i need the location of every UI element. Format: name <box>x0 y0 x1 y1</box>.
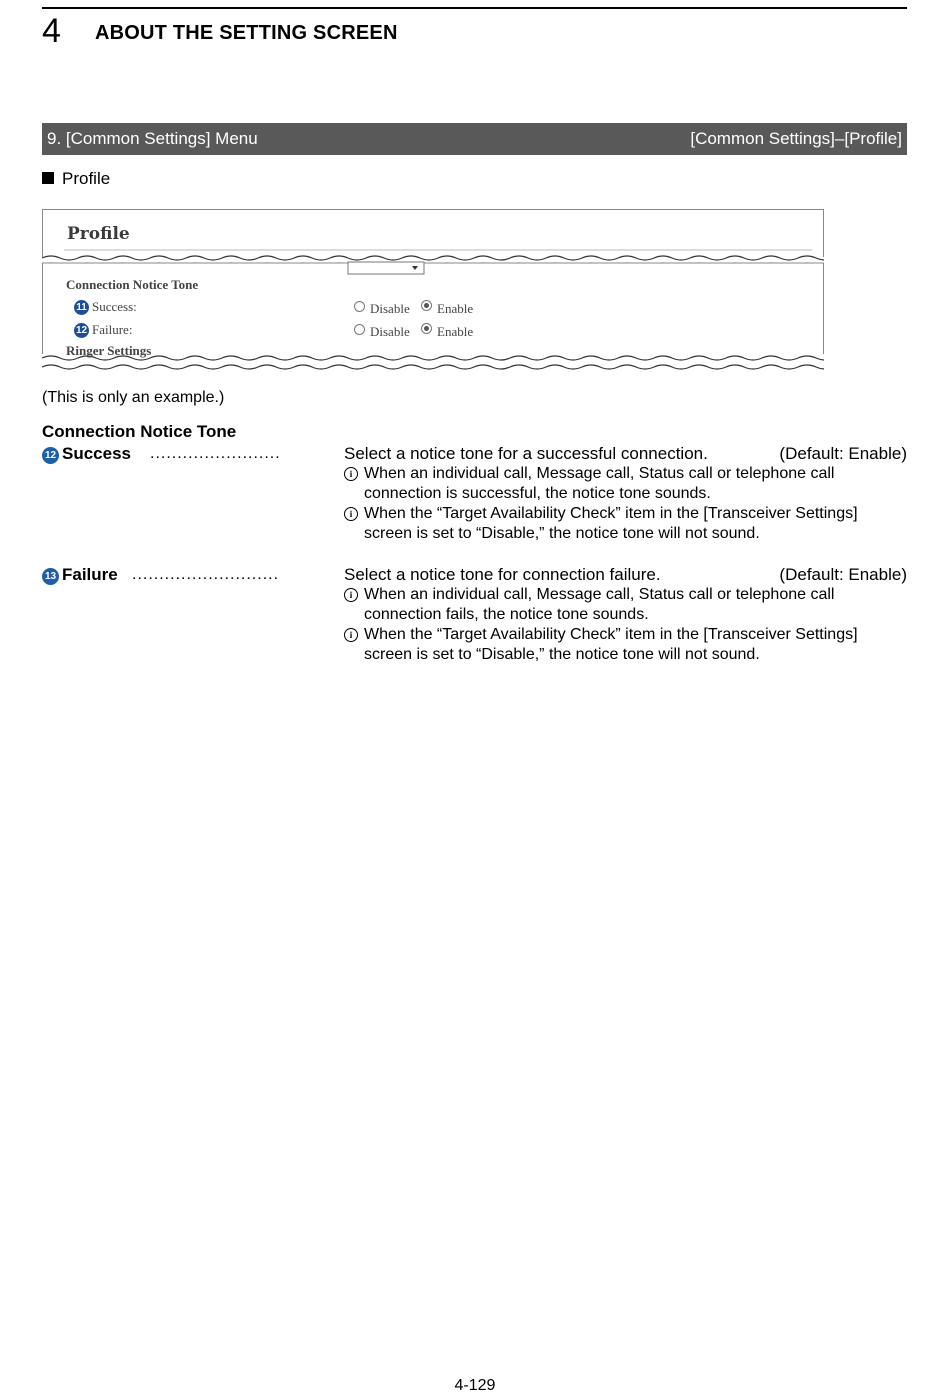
note <box>344 625 864 665</box>
failure-disable-label: Disable <box>370 324 410 339</box>
item-default: (Default: Enable) <box>779 565 907 584</box>
note-line-1: When the “Target Availability Check” item in the [Transceiver Settings] <box>364 505 858 522</box>
success-enable-label: Enable <box>437 301 474 316</box>
success-disable-label: Disable <box>370 301 410 316</box>
screenshot-badge-failure: 12 <box>75 325 88 336</box>
screenshot-badge-success: 11 <box>74 300 89 315</box>
note-line-1: When the “Target Availability Check” item in the [Transceiver Settings] <box>364 626 858 643</box>
item-badge-icon: 12 <box>42 447 59 464</box>
item-description: Select a notice tone for connection failure. <box>344 565 661 584</box>
item-name: Success <box>62 444 131 463</box>
note-line-1: When an individual call, Message call, Status call or telephone call <box>364 586 835 603</box>
item-notes <box>344 464 864 544</box>
item-name: Failure <box>62 565 118 584</box>
screenshot-frame <box>42 208 824 378</box>
page-number: 4-129 <box>454 1377 496 1394</box>
item-failure-header <box>42 564 118 586</box>
leader-dots: ........................ <box>150 445 281 462</box>
info-icon: i <box>344 467 358 481</box>
note <box>344 504 864 544</box>
note-line-2: screen is set to “Disable,” the notice tone will not sound. <box>364 646 760 663</box>
item-badge-icon: 13 <box>42 568 59 585</box>
item-default: (Default: Enable) <box>779 444 907 463</box>
section-bar-title: 9. [Common Settings] Menu <box>47 129 258 148</box>
note-line-2: connection fails, the notice tone sounds. <box>364 606 649 623</box>
note <box>344 464 864 504</box>
failure-disable-radio[interactable] <box>354 324 365 335</box>
sub-heading <box>42 168 110 190</box>
screenshot-section-ringer-settings: Ringer Settings <box>66 343 152 358</box>
failure-enable-radio[interactable] <box>421 323 432 334</box>
screenshot-label-success: Success: <box>92 299 137 314</box>
screenshot-section-connection-notice-tone: Connection Notice Tone <box>66 277 199 292</box>
connection-notice-tone-heading: Connection Notice Tone <box>42 422 237 441</box>
chapter-title: ABOUT THE SETTING SCREEN <box>95 22 398 44</box>
settings-screenshot <box>42 208 824 378</box>
item-success-header <box>42 443 131 465</box>
success-enable-radio[interactable] <box>421 300 432 311</box>
note-line-2: screen is set to “Disable,” the notice tone will not sound. <box>364 525 760 542</box>
section-bar <box>42 123 907 155</box>
item-description: Select a notice tone for a successful connection. <box>344 444 708 463</box>
info-icon: i <box>344 507 358 521</box>
failure-enable-label: Enable <box>437 324 474 339</box>
note-line-1: When an individual call, Message call, Status call or telephone call <box>364 465 835 482</box>
chapter-rule <box>42 7 907 9</box>
leader-dots: ........................... <box>132 566 280 583</box>
note <box>344 585 864 625</box>
item-notes <box>344 585 864 665</box>
square-bullet-icon <box>42 172 54 184</box>
screenshot-title: Profile <box>67 224 130 244</box>
info-icon: i <box>344 588 358 602</box>
info-icon: i <box>344 628 358 642</box>
success-disable-radio[interactable] <box>354 301 365 312</box>
sub-heading-text: Profile <box>62 169 111 188</box>
chapter-number: 4 <box>42 12 61 50</box>
example-note: (This is only an example.) <box>42 389 225 406</box>
note-line-2: connection is successful, the notice tone sounds. <box>364 485 711 502</box>
screenshot-label-failure: Failure: <box>92 322 133 337</box>
section-bar-path: [Common Settings]–[Profile] <box>690 129 902 148</box>
